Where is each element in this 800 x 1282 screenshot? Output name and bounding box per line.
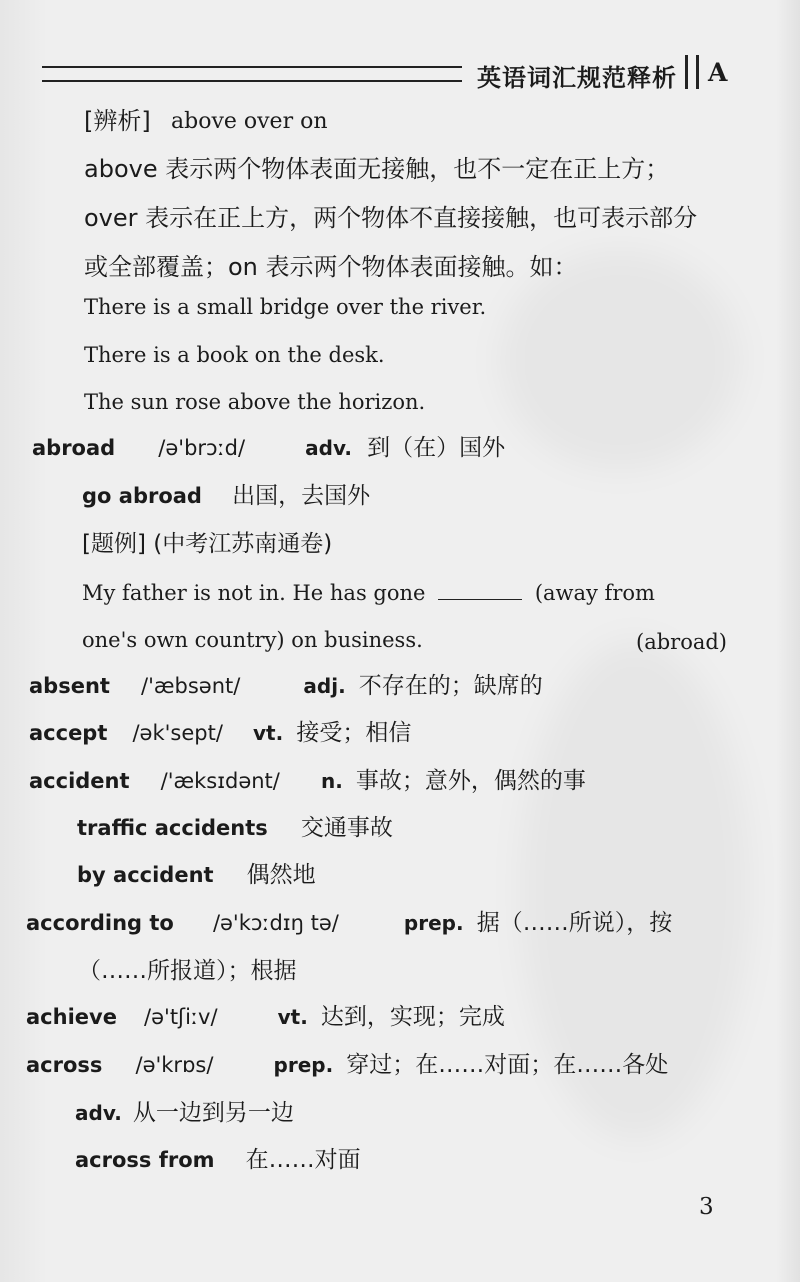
headword: absent bbox=[29, 674, 110, 698]
part-of-speech: adj. bbox=[303, 674, 346, 698]
phrase: traffic accidents bbox=[77, 816, 268, 840]
example-sentence: The sun rose above the horizon. bbox=[84, 390, 426, 414]
phonetic: /ə'kɔːdɪŋ tə/ bbox=[212, 911, 339, 935]
phrase-across-from bbox=[75, 1149, 361, 1172]
headword: achieve bbox=[26, 1005, 117, 1029]
page-number: 3 bbox=[699, 1194, 714, 1220]
definition: 接受；相信 bbox=[296, 720, 412, 746]
headword: accept bbox=[29, 721, 108, 745]
phonetic: /ə'krɒs/ bbox=[135, 1053, 214, 1077]
fill-in-blank bbox=[438, 581, 522, 600]
phonetic: /'æksɪdənt/ bbox=[160, 769, 280, 793]
phrase-go-abroad bbox=[82, 485, 370, 508]
exercise-answer: (abroad) bbox=[636, 630, 727, 654]
definition: 穿过；在……对面；在……各处 bbox=[346, 1052, 669, 1078]
usage-note-line: over 表示在正上方，两个物体不直接接触，也可表示部分 bbox=[84, 204, 698, 232]
running-header-title: 英语词汇规范释析 bbox=[477, 64, 677, 92]
entry-across bbox=[26, 1054, 668, 1077]
exercise-sentence-start: My father is not in. He has gone bbox=[82, 581, 426, 605]
phrase-by-accident bbox=[77, 864, 316, 887]
exercise-sentence-line bbox=[82, 581, 655, 604]
headword: according to bbox=[26, 911, 174, 935]
exercise-sentence-end: (away from bbox=[534, 581, 655, 605]
section-letter: A bbox=[708, 58, 728, 87]
header-rules bbox=[42, 66, 462, 82]
phonetic: /ə'brɔːd/ bbox=[158, 436, 246, 460]
part-of-speech: prep. bbox=[403, 911, 464, 935]
phrase: by accident bbox=[77, 863, 214, 887]
headword: accident bbox=[29, 769, 130, 793]
definition: 达到，实现；完成 bbox=[320, 1004, 505, 1030]
part-of-speech: vt. bbox=[253, 721, 284, 745]
exercise-header bbox=[82, 533, 332, 556]
entry-accident bbox=[29, 770, 586, 793]
usage-note-line: above 表示两个物体表面无接触，也不一定在正上方； bbox=[84, 155, 670, 183]
phrase-meaning: 偶然地 bbox=[246, 862, 316, 888]
entry-abroad bbox=[32, 437, 505, 460]
entry-according-to bbox=[26, 912, 672, 935]
part-of-speech: adv. bbox=[305, 436, 352, 460]
usage-note-words: above over on bbox=[171, 109, 328, 134]
definition: 事故；意外，偶然的事 bbox=[355, 768, 586, 794]
entry-across-adv bbox=[75, 1102, 294, 1125]
entry-accept bbox=[29, 722, 411, 745]
phrase-meaning: 出国，去国外 bbox=[232, 483, 371, 509]
header-divider bbox=[685, 55, 699, 89]
part-of-speech: vt. bbox=[277, 1005, 308, 1029]
entry-absent bbox=[29, 675, 543, 698]
part-of-speech: n. bbox=[320, 769, 343, 793]
phonetic: /ək'sept/ bbox=[132, 721, 223, 745]
definition: 据（……所说），按 bbox=[476, 910, 673, 936]
exercise-label: [题例] bbox=[82, 531, 146, 557]
definition-continuation: （……所报道）；根据 bbox=[78, 958, 297, 984]
exercise-sentence-line: one's own country) on business. bbox=[82, 628, 423, 652]
example-sentence: There is a small bridge over the river. bbox=[84, 295, 487, 319]
headword: abroad bbox=[32, 436, 116, 460]
phrase-traffic-accidents bbox=[77, 817, 393, 840]
phrase: go abroad bbox=[82, 484, 202, 508]
phrase: across from bbox=[75, 1148, 215, 1172]
phonetic: /ə'tʃiːv/ bbox=[144, 1005, 218, 1029]
usage-note-label bbox=[84, 109, 151, 133]
phrase-meaning: 交通事故 bbox=[300, 815, 393, 841]
note-label: [辨析] bbox=[84, 107, 151, 135]
definition: 到（在）国外 bbox=[367, 435, 506, 461]
definition: 不存在的；缺席的 bbox=[358, 673, 543, 699]
part-of-speech: prep. bbox=[273, 1053, 334, 1077]
part-of-speech: adv. bbox=[75, 1101, 122, 1125]
phonetic: /'æbsənt/ bbox=[141, 674, 241, 698]
entry-achieve bbox=[26, 1006, 505, 1029]
example-sentence: There is a book on the desk. bbox=[84, 343, 385, 367]
background-smudge bbox=[500, 250, 740, 470]
exercise-source: (中考江苏南通卷) bbox=[153, 531, 333, 557]
usage-note-line: 或全部覆盖；on 表示两个物体表面接触。如： bbox=[84, 253, 578, 281]
definition: 从一边到另一边 bbox=[132, 1100, 294, 1126]
headword: across bbox=[26, 1053, 103, 1077]
phrase-meaning: 在……对面 bbox=[245, 1147, 361, 1173]
